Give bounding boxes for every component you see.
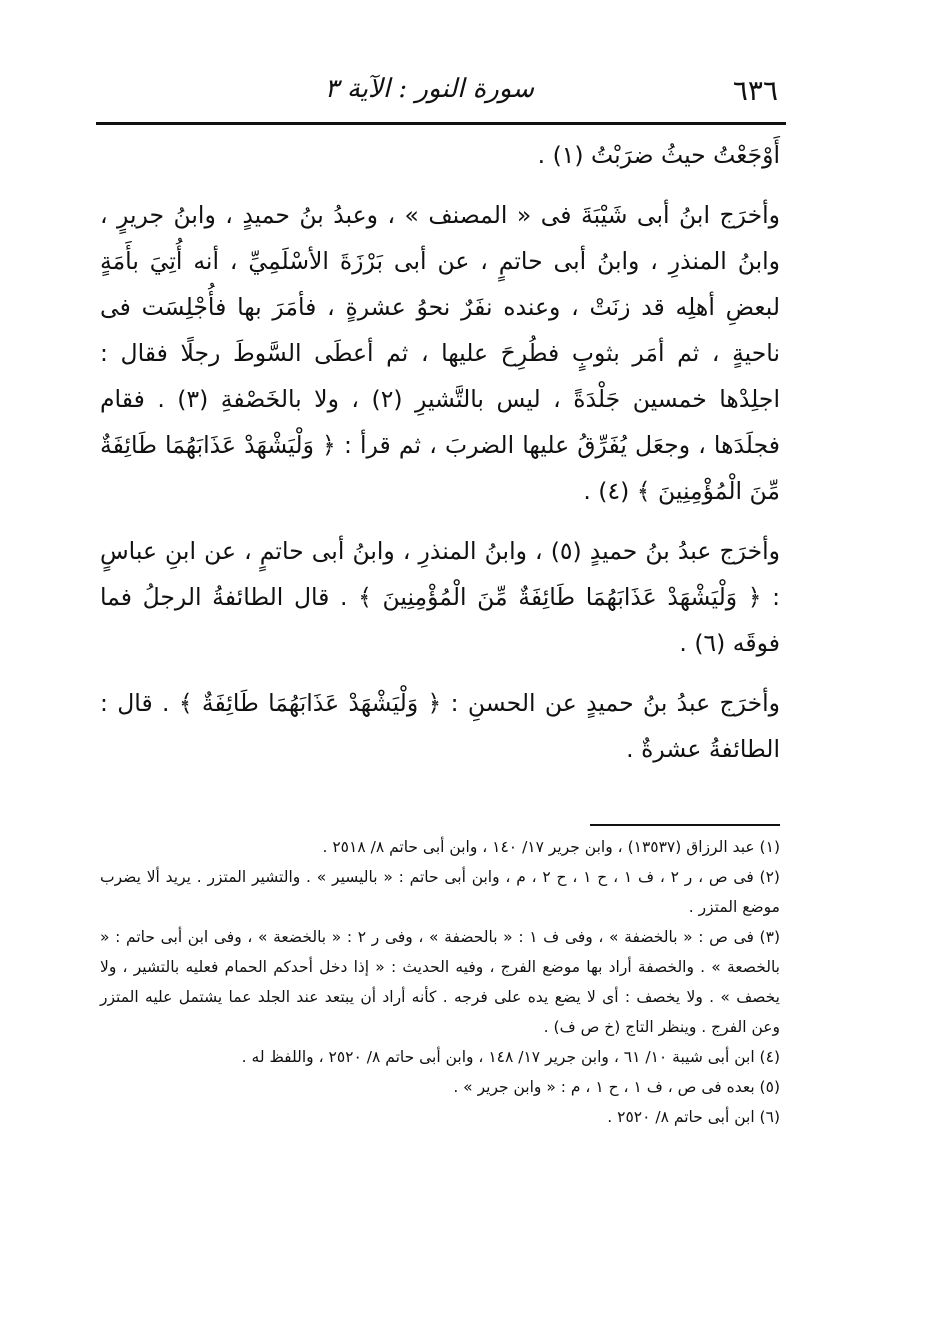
page-header bbox=[96, 58, 786, 120]
footnote: (٢) فى ص ، ر ٢ ، ف ١ ، ح ١ ، ح ٢ ، م ، وابن أبى حاتم : « باليسير » . والتشير المتزر . يريد ألا يضرب موضع المتزر . bbox=[100, 868, 780, 916]
page-number: ٦٣٦ bbox=[732, 74, 778, 107]
footnote: (٥) بعده فى ص ، ف ١ ، ح ١ ، م : « وابن جرير » . bbox=[453, 1078, 780, 1096]
body-paragraph: وأخرَج عبدُ بنُ حميدٍ (٥) ، وابنُ المنذرِ ، وابنُ أبى حاتمٍ ، عن ابنِ عباسٍ : ﴿ وَلْيَشْهَدْ عَذَابَهُمَا طَائِفَةٌ مِّنَ الْمُؤْمِنِينَ ﴾ . قال الطائفةُ الرجلُ فما فوقَه (٦) . bbox=[100, 537, 781, 657]
body-paragraph: وأخرَج ابنُ أبى شَيْبَةَ فى « المصنف » ، وعبدُ بنُ حميدٍ ، وابنُ جريرٍ ، وابنُ المنذرِ ، وابنُ أبى حاتمٍ ، عن أبى بَرْزَةَ الأسْلَمِيِّ ، أنه أُتِيَ بأَمَةٍ لبعضِ أهلِه قد زنَتْ ، وعنده نفَرٌ نحوُ عشرةٍ ، فأمَرَ بها فأُجْلِسَت فى ناحيةٍ ، ثم أمَر بثوبٍ فطُرِحَ عليها ، ثم أعطَى السَّوطَ رجلًا فقال : اجلِدْها خمسين جَلْدَةً ، ليس بالتَّشيرِ (٢) ، ولا بالخَصْفةِ (٣) . فقام فجلَدَها ، وجعَل يُفَرِّقُ عليها الضربَ ، ثم قرأ : ﴿ وَلْيَشْهَدْ عَذَابَهُمَا طَائِفَةٌ مِّنَ الْمُؤْمِنِينَ ﴾ (٤) . bbox=[100, 201, 780, 505]
body-paragraph: أَوْجَعْتُ حيثُ ضرَبْتُ (١) . bbox=[537, 141, 780, 169]
footnotes bbox=[100, 832, 780, 1132]
body-paragraph: وأخرَج عبدُ بنُ حميدٍ عن الحسنِ : ﴿ وَلْيَشْهَدْ عَذَابَهُمَا طَائِفَةٌ ﴾ . قال : الطائفةُ عشرةٌ . bbox=[100, 689, 780, 763]
running-title: سورة النور : الآية ٣ bbox=[324, 74, 534, 104]
main-text bbox=[100, 132, 780, 772]
header-rule bbox=[96, 122, 786, 125]
footnote: (١) عبد الرزاق (١٣٥٣٧) ، وابن جرير ١٧/ ١٤٠ ، وابن أبى حاتم ٨/ ٢٥١٨ . bbox=[322, 838, 780, 856]
footnote: (٦) ابن أبى حاتم ٨/ ٢٥٢٠ . bbox=[607, 1108, 780, 1126]
footnote: (٤) ابن أبى شيبة ١٠/ ٦١ ، وابن جرير ١٧/ ١٤٨ ، وابن أبى حاتم ٨/ ٢٥٢٠ ، واللفظ له . bbox=[241, 1048, 780, 1066]
footnote-separator bbox=[590, 824, 780, 826]
footnote: (٣) فى ص : « بالخضفة » ، وفى ف ١ : « بالحضفة » ، وفى ر ٢ : « بالخضعة » ، وفى ابن أبى حاتم : « بالخصعة » . والخصفة أراد بها موضع الفرج ، وفيه الحديث : « إذا دخل أحدكم الحمام فعليه بالتشير ، ولا يخصف » . ولا يخصف : أى لا يضع يده على فرجه . كأنه أراد أن يبتعد عند الجلد عما يشتمل عليه المتزر وعن الفرج . وينظر التاج (خ ص ف) . bbox=[100, 928, 780, 1036]
